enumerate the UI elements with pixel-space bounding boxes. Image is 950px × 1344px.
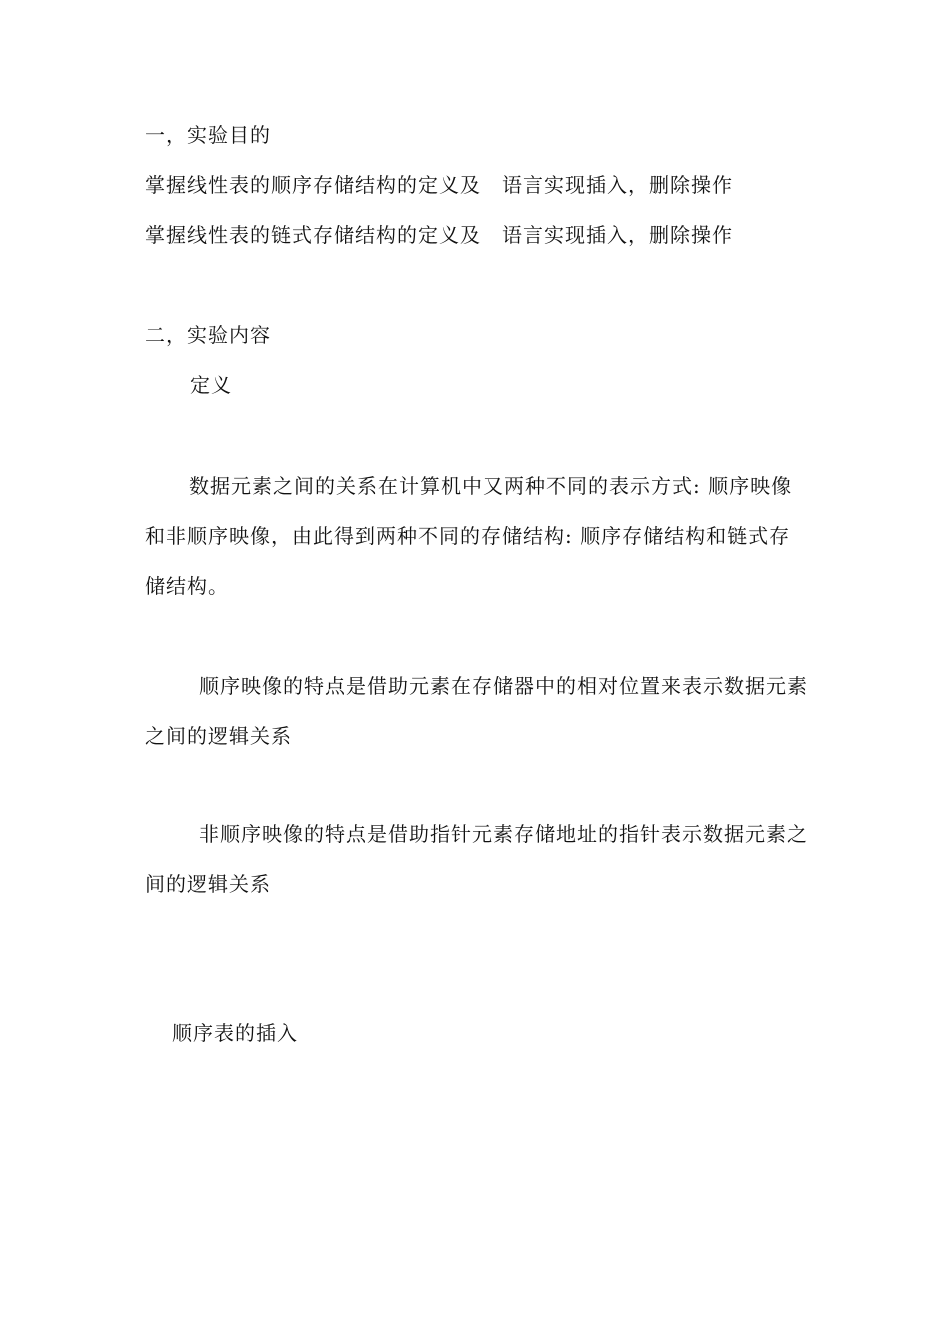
objective-line-2: 掌握线性表的链式存储结构的定义及 语言实现插入，删除操作 — [145, 223, 733, 247]
definition-subheading: 定义 — [190, 373, 232, 397]
paragraph-sequential-mapping: 顺序映像的特点是借助元素在存储器中的相对位置来表示数据元素之间的逻辑关系 — [145, 674, 808, 748]
objective-line-1: 掌握线性表的顺序存储结构的定义及 语言实现插入，删除操作 — [145, 173, 733, 197]
paragraph-storage-mapping: 数据元素之间的关系在计算机中又两种不同的表示方式: 顺序映像和非顺序映像，由此得到两种不同的存储结构: 顺序存储结构和链式存储结构。 — [145, 474, 793, 598]
section2-heading: 二，实验内容 — [145, 323, 271, 347]
sequential-insert-subheading: 顺序表的插入 — [172, 1021, 298, 1045]
paragraph-nonsequential-mapping: 非顺序映像的特点是借助指针元素存储地址的指针表示数据元素之间的逻辑关系 — [145, 822, 808, 896]
section1-heading: 一，实验目的 — [145, 123, 271, 147]
